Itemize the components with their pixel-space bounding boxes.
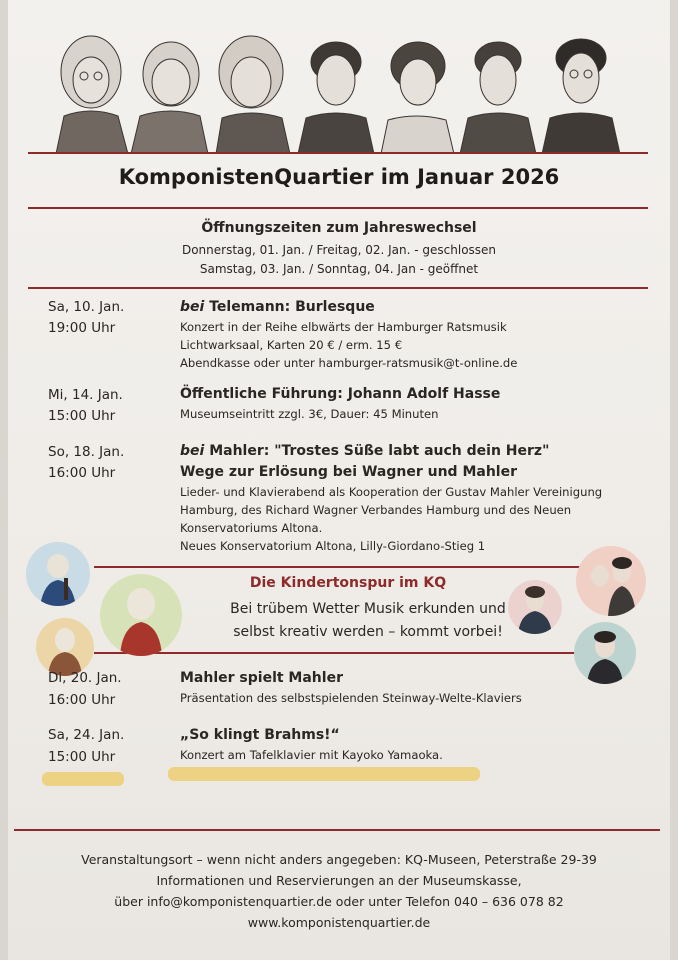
kids-composer-illustration <box>508 580 562 634</box>
composer-portrait-6 <box>460 42 536 154</box>
footer-rule <box>14 829 660 831</box>
kids-composer-illustration <box>100 574 182 656</box>
kids-composer-illustration <box>574 622 636 684</box>
highlighter-mark <box>168 767 480 781</box>
event-detail: Präsentation des selbstspielenden Steinway-Welte-Klaviers <box>180 691 522 705</box>
highlighter-mark <box>42 772 124 786</box>
kids-composer-illustration <box>26 542 90 606</box>
composer-portrait-3 <box>216 36 290 154</box>
event-subtitle: Wege zur Erlösung bei Wagner und Mahler <box>180 464 517 480</box>
opening-hours-line: Donnerstag, 01. Jan. / Freitag, 02. Jan. - geschlossen <box>181 243 497 257</box>
composer-portrait-1 <box>56 36 128 154</box>
event-time: 19:00 Uhr <box>48 320 116 336</box>
event-title: „So klingt Brahms!“ <box>180 727 340 743</box>
event-date: So, 18. Jan. <box>48 444 125 460</box>
event-date: Sa, 10. Jan. <box>48 299 125 315</box>
event-detail: Museumseintritt zzgl. 3€, Dauer: 45 Minuten <box>180 407 439 421</box>
kids-text: selbst kreativ werden – kommt vorbei! <box>233 624 503 640</box>
composer-portrait-4 <box>298 42 374 154</box>
event-time: 15:00 Uhr <box>48 749 116 765</box>
kids-rule-bottom <box>94 652 584 654</box>
event-detail: Neues Konservatorium Altona, Lilly-Giordano-Stieg 1 <box>180 539 486 553</box>
event-title <box>180 297 375 317</box>
event-title: Mahler spielt Mahler <box>180 670 343 686</box>
composer-portraits-illustration <box>36 20 646 154</box>
event-detail: Konservatoriums Altona. <box>180 521 323 535</box>
event-date: Sa, 24. Jan. <box>48 727 125 743</box>
composer-portrait-2 <box>131 42 208 154</box>
composer-portrait-7 <box>542 39 620 154</box>
event-title-text: Mahler: "Trostes Süße labt auch dein Herz" <box>209 443 550 459</box>
event-detail: Konzert am Tafelklavier mit Kayoko Yamaoka. <box>180 748 443 762</box>
kids-composer-illustration <box>576 546 646 616</box>
composer-portrait-5 <box>381 42 454 154</box>
flyer-sheet <box>8 0 670 960</box>
title-rule-bottom <box>28 207 648 209</box>
footer-line: Veranstaltungsort – wenn nicht anders angegeben: KQ-Museen, Peterstraße 29-39 <box>81 852 597 867</box>
event-detail: Lieder- und Klavierabend als Kooperation der Gustav Mahler Vereinigung <box>180 485 603 499</box>
kids-rule-top <box>94 566 584 568</box>
page-title: KomponistenQuartier im Januar 2026 <box>118 165 560 189</box>
footer-line: über info@komponistenquartier.de oder unter Telefon 040 – 636 078 82 <box>114 894 564 909</box>
kids-text: Bei trübem Wetter Musik erkunden und <box>230 601 506 617</box>
event-detail: Abendkasse oder unter hamburger-ratsmusik@t-online.de <box>180 356 518 370</box>
event-date: Di, 20. Jan. <box>48 670 122 686</box>
event-date: Mi, 14. Jan. <box>48 387 123 403</box>
event-time: 16:00 Uhr <box>48 692 116 708</box>
event-title-prefix: bei <box>180 299 205 315</box>
event-time: 16:00 Uhr <box>48 465 116 481</box>
hours-rule <box>28 287 648 289</box>
event-title: Öffentliche Führung: Johann Adolf Hasse <box>180 386 501 402</box>
event-title-text: Telemann: Burlesque <box>209 299 375 315</box>
event-title <box>180 441 549 461</box>
event-title-prefix: bei <box>180 443 205 459</box>
event-detail: Hamburg, des Richard Wagner Verbandes Hamburg und des Neuen <box>180 503 572 517</box>
opening-hours-line: Samstag, 03. Jan. / Sonntag, 04. Jan - geöffnet <box>199 262 479 276</box>
footer-website-link[interactable]: www.komponistenquartier.de <box>247 915 431 930</box>
footer-line: Informationen und Reservierungen an der Museumskasse, <box>156 873 522 888</box>
event-detail: Lichtwarksaal, Karten 20 € / erm. 15 € <box>180 338 403 352</box>
title-rule-top <box>28 152 648 154</box>
event-detail: Konzert in der Reihe elbwärts der Hamburger Ratsmusik <box>180 320 507 334</box>
kids-heading: Die Kindertonspur im KQ <box>249 575 447 591</box>
opening-hours-heading: Öffnungszeiten zum Jahreswechsel <box>201 220 477 236</box>
event-time: 15:00 Uhr <box>48 408 116 424</box>
